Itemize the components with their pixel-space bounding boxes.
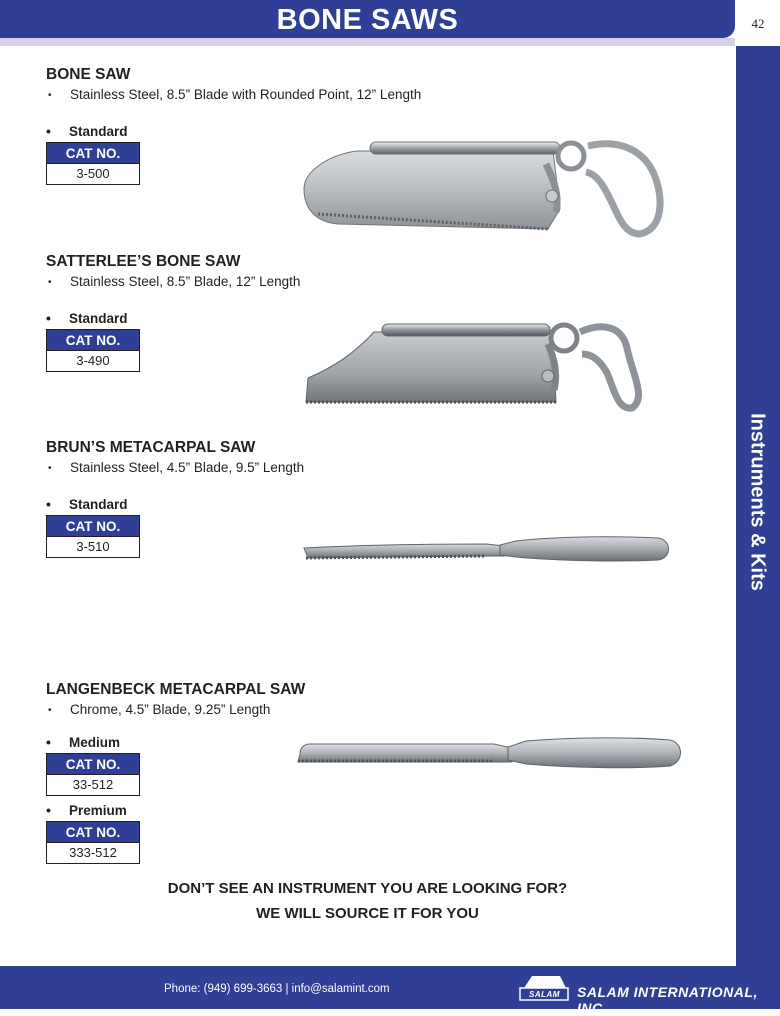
product-description: • Stainless Steel, 4.5” Blade, 9.5” Length [48,460,305,475]
cat-no-table [46,515,140,558]
cat-no-value: 33-512 [47,774,139,795]
product-title: SATTERLEE’S BONE SAW [46,253,241,270]
product-langenbeck-metacarpal-saw [46,681,306,864]
cat-no-table [46,753,140,796]
header-underline [0,38,735,46]
company-name: SALAM INTERNATIONAL, INC. [577,984,758,1016]
cat-no-value: 3-510 [47,536,139,557]
side-tab-label: Instruments & Kits [746,413,769,591]
cat-no-table [46,821,140,864]
metacarpal-saw-image [300,532,674,566]
page-number: 42 [751,16,765,31]
product-description: • Stainless Steel, 8.5” Blade, 12” Length [48,274,301,289]
cat-no-header: CAT NO. [47,822,139,842]
cat-no-value: 3-490 [47,350,139,371]
cat-no-header: CAT NO. [47,143,139,163]
product-description: • Stainless Steel, 8.5” Blade with Rounded Point, 12” Length [48,87,422,102]
footer-contact: Phone: (949) 699-3663 | info@salamint.com [164,983,390,995]
product-bone-saw [46,66,422,185]
product-title: LANGENBECK METACARPAL SAW [46,681,306,698]
variant-label-premium: • Premium [46,802,127,818]
variant-label: • Standard [46,123,128,139]
product-satterlee-saw [46,253,301,372]
logo-mark-text: SALAM [529,990,560,999]
variant-label: • Standard [46,496,128,512]
product-title: BONE SAW [46,66,131,83]
cta-line-2: WE WILL SOURCE IT FOR YOU [256,905,479,922]
bone-saw-image [298,134,670,240]
langenbeck-saw-image [294,734,684,774]
cat-no-table [46,329,140,372]
cat-no-header: CAT NO. [47,330,139,350]
variant-label: • Standard [46,310,128,326]
cat-no-table [46,142,140,185]
product-brun-metacarpal-saw [46,439,305,558]
product-description: • Chrome, 4.5” Blade, 9.25” Length [48,702,271,717]
satterlee-saw-image [302,318,658,412]
page-title: BONE SAWS [276,4,459,36]
cat-no-value: 333-512 [47,842,139,863]
cta-line-1: DON’T SEE AN INSTRUMENT YOU ARE LOOKING FOR? [167,880,568,897]
product-title: BRUN’S METACARPAL SAW [46,439,256,456]
cat-no-header: CAT NO. [47,754,139,774]
variant-label-medium: • Medium [46,734,121,750]
cat-no-value: 3-500 [47,163,139,184]
cat-no-header: CAT NO. [47,516,139,536]
